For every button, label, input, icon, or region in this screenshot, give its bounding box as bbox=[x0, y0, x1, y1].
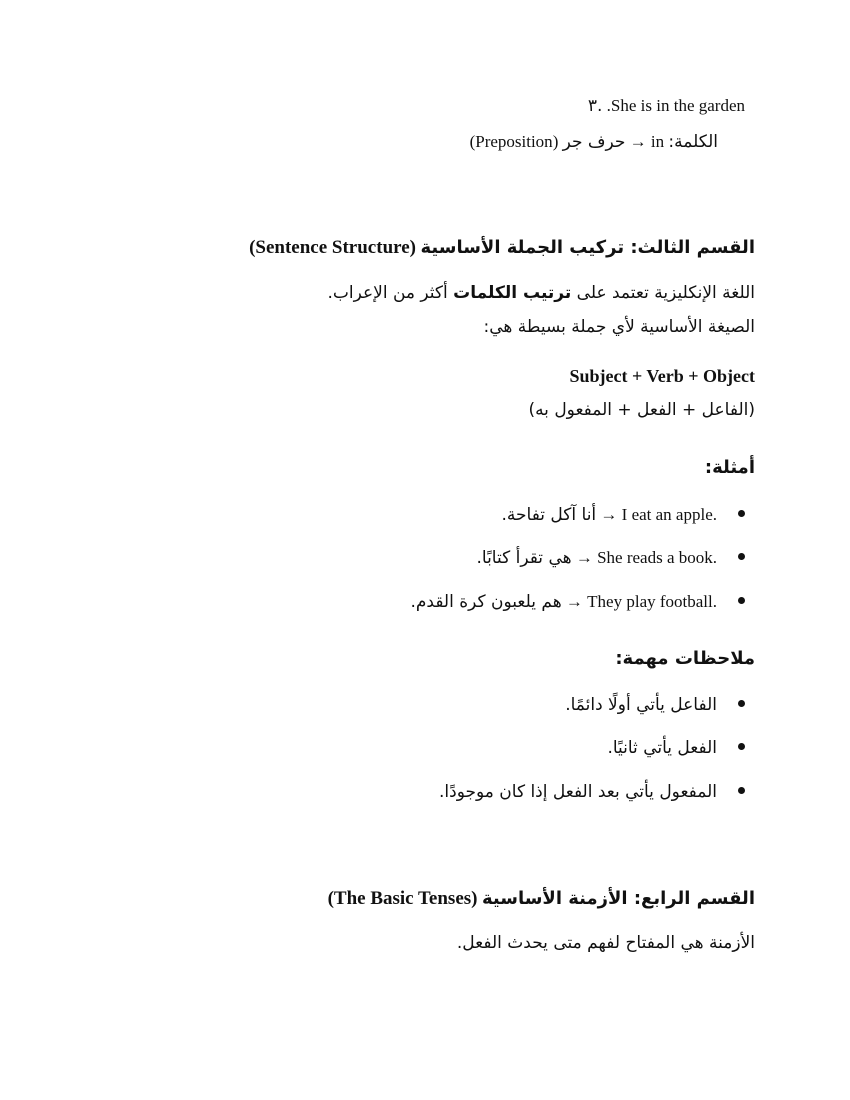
para-text-end: أكثر من الإعراب. bbox=[327, 283, 448, 303]
gloss-meaning: حرف جر bbox=[562, 132, 626, 152]
arrow-icon: → bbox=[600, 505, 618, 524]
list-item bbox=[439, 782, 717, 802]
arrow-icon: → bbox=[575, 548, 593, 567]
word-gloss bbox=[470, 132, 718, 152]
section-4-paragraph-1: الأزمنة هي المفتاح لفهم متى يحدث الفعل. bbox=[456, 933, 755, 953]
section-3-paragraph-1 bbox=[327, 283, 755, 303]
list-item bbox=[476, 548, 717, 568]
section-3-heading-ar: القسم الثالث: تركيب الجملة الأساسية bbox=[420, 237, 755, 258]
bullet-icon bbox=[738, 553, 745, 560]
example-arabic: هي تقرأ كتابًا. bbox=[476, 548, 572, 568]
section-3-heading-en: (Sentence Structure) bbox=[249, 237, 416, 258]
example-english: .She reads a book bbox=[597, 548, 717, 567]
para-text-bold: ترتيب الكلمات bbox=[453, 283, 572, 303]
examples-heading: أمثلة: bbox=[704, 457, 755, 478]
section-3-heading bbox=[249, 237, 755, 259]
list-item bbox=[565, 695, 717, 715]
bullet-icon bbox=[738, 787, 745, 794]
example-sentence: .She is in the garden bbox=[606, 96, 745, 115]
list-item bbox=[410, 592, 717, 612]
section-4-heading bbox=[328, 888, 755, 910]
bullet-icon bbox=[738, 510, 745, 517]
section-3-paragraph-2: الصيغة الأساسية لأي جملة بسيطة هي: bbox=[483, 317, 755, 337]
list-item bbox=[501, 505, 717, 525]
sentence-formula: Subject + Verb + Object bbox=[569, 366, 755, 386]
gloss-word: in bbox=[650, 132, 665, 151]
section-4-heading-en: (The Basic Tenses) bbox=[327, 888, 478, 909]
note-text: الفعل يأتي ثانيًا. bbox=[607, 738, 717, 758]
notes-heading: ملاحظات مهمة: bbox=[615, 648, 755, 669]
sentence-formula-arabic: (الفاعل + الفعل + المفعول به) bbox=[528, 400, 755, 420]
bullet-icon bbox=[738, 700, 745, 707]
para-text-start: اللغة الإنكليزية تعتمد على bbox=[576, 283, 755, 303]
list-item bbox=[607, 738, 717, 758]
bullet-icon bbox=[738, 743, 745, 750]
arrow-icon: → bbox=[629, 132, 647, 151]
section-4-heading-ar: القسم الرابع: الأزمنة الأساسية bbox=[481, 888, 755, 909]
note-text: المفعول يأتي بعد الفعل إذا كان موجودًا. bbox=[439, 782, 717, 802]
bullet-icon bbox=[738, 597, 745, 604]
list-item-3 bbox=[588, 96, 745, 116]
example-arabic: أنا آكل تفاحة. bbox=[501, 505, 597, 525]
example-english: .I eat an apple bbox=[621, 505, 717, 524]
gloss-english: (Preposition) bbox=[469, 132, 559, 151]
example-arabic: هم يلعبون كرة القدم. bbox=[410, 592, 562, 612]
gloss-prefix: الكلمة: bbox=[668, 132, 718, 152]
note-text: الفاعل يأتي أولًا دائمًا. bbox=[565, 695, 717, 715]
example-english: .They play football bbox=[587, 592, 717, 611]
arrow-icon: → bbox=[565, 592, 583, 611]
list-number: ٣. bbox=[587, 96, 603, 116]
